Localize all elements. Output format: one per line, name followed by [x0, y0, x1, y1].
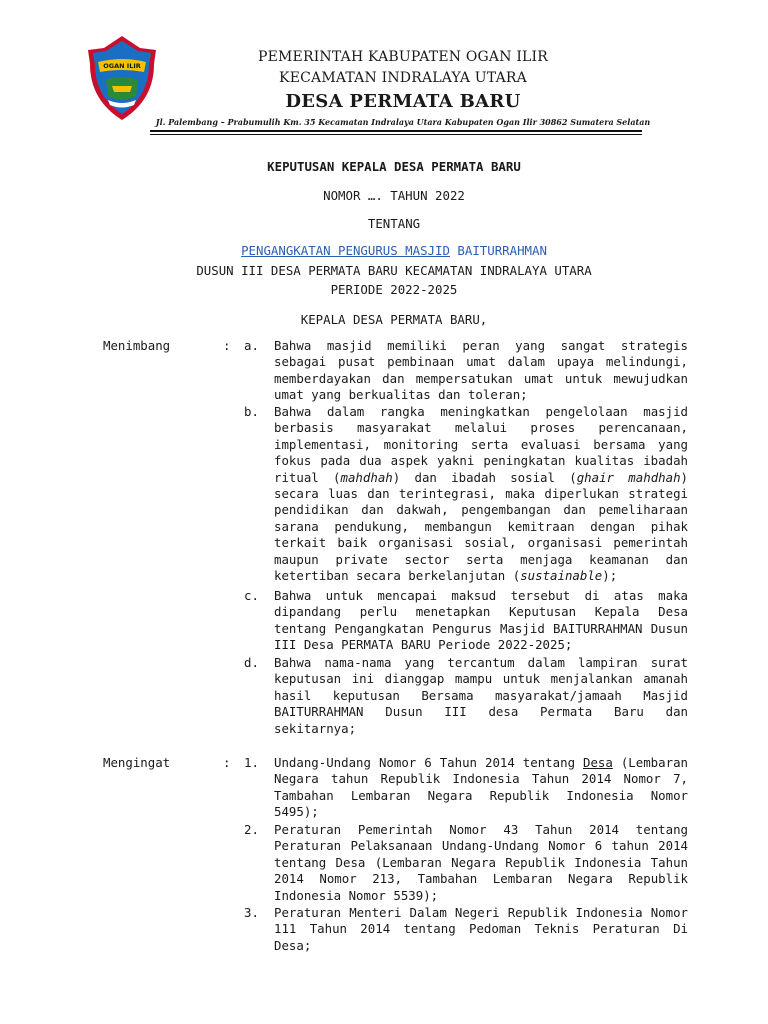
decree-authority: KEPALA DESA PERMATA BARU,	[300, 312, 488, 327]
decree-subject	[100, 243, 688, 258]
letterhead-government: PEMERINTAH KABUPATEN OGAN ILIR	[257, 49, 549, 65]
item-text: Bahwa masjid memiliki peran yang sangat strategis sebagai pusat pembinaan umat dalam upaya melindungi, memberdayakan dan mempersatukan umat untuk mewujudkan umat yang berkualitas dan toleran;	[274, 338, 688, 403]
letterhead-rule-thick	[150, 130, 642, 132]
item-text: Peraturan Pemerintah Nomor 43 Tahun 2014 tentang Peraturan Pelaksanaan Undang-Undang Nomor 6 tahun 2014 tentang Desa (Lembaran Negara Republik Indonesia Tahun 2014 Nomor 213, Tambahan Lembaran Negara Republik Indonesia Nomor 5539);	[274, 822, 688, 903]
item-marker: 2.	[244, 822, 259, 837]
mengingat-item-2	[244, 822, 688, 904]
decree-subject-link[interactable]: PENGANGKATAN PENGURUS MASJID	[241, 243, 450, 258]
item-marker: b.	[244, 404, 259, 419]
item-marker: d.	[244, 655, 259, 670]
mengingat-item-3	[244, 905, 688, 954]
mengingat-colon: :	[223, 755, 231, 770]
item-text: Peraturan Menteri Dalam Negeri Republik Indonesia Nomor 111 Tahun 2014 tentang Pedoman Teknis Peraturan Di Desa;	[274, 905, 688, 953]
decree-location: DUSUN III DESA PERMATA BARU KECAMATAN INDRALAYA UTARA	[196, 263, 592, 278]
mengingat-label: Mengingat	[103, 755, 171, 770]
ogan-ilir-emblem-icon	[86, 34, 158, 122]
menimbang-item-a	[244, 338, 688, 404]
menimbang-label: Menimbang	[103, 338, 171, 353]
letterhead-address: Jl. Palembang – Prabumulih Km. 35 Kecamatan Indralaya Utara Kabupaten Ogan Ilir 30862 Sumatera Selatan	[155, 117, 651, 127]
menimbang-colon: :	[223, 338, 231, 353]
item-text: Undang-Undang Nomor 6 Tahun 2014 tentang Desa (Lembaran Negara tahun Republik Indonesia Tahun 2014 Nomor 7, Tambahan Lembaran Negara Republik Indonesia Nomor 5495);	[274, 755, 688, 820]
decree-about: TENTANG	[367, 216, 421, 231]
menimbang-item-c	[244, 588, 688, 654]
decree-title: KEPUTUSAN KEPALA DESA PERMATA BARU	[267, 159, 521, 174]
item-text: Bahwa untuk mencapai maksud tersebut di atas maka dipandang perlu menetapkan Keputusan Kepala Desa tentang Pengangkatan Pengurus Masjid BAITURRAHMAN Dusun III Desa PERMATA BARU Periode 2022-2025;	[274, 588, 688, 653]
item-marker: a.	[244, 338, 259, 353]
letterhead-village: DESA PERMATA BARU	[285, 91, 521, 112]
item-text: Bahwa nama-nama yang tercantum dalam lampiran surat keputusan ini dianggap mampu untuk menjalankan amanah hasil keputusan Bersama masyarakat/jamaah Masjid BAITURRAHMAN Dusun III desa Permata Baru dan sekitarnya;	[274, 655, 688, 736]
menimbang-item-b	[244, 404, 688, 584]
item-marker: 1.	[244, 755, 259, 770]
item-text: Bahwa dalam rangka meningkatkan pengelolaan masjid berbasis masyarakat melalui proses perencanaan, implementasi, monitoring serta evaluasi bersama yang fokus pada dua aspek yakni peningkatan kualitas ibadah ritual (mahdhah) dan ibadah sosial (ghair mahdhah) secara luas dan terintegrasi, maka diperlukan strategi pendidikan dan dakwah, pengembangan dan pemeliharaan sarana pendukung, membangun kemitraan dengan pihak terkait baik organisasi sosial, organisasi pemerintah maupun private sector serta menjaga keamanan dan ketertiban secara berkelanjutan (sustainable);	[274, 404, 688, 584]
logo-text: OGAN ILIR	[103, 62, 141, 70]
item-marker: c.	[244, 588, 259, 603]
letterhead-district: KECAMATAN INDRALAYA UTARA	[279, 70, 527, 86]
decree-period: PERIODE 2022-2025	[330, 282, 458, 297]
menimbang-item-d	[244, 655, 688, 737]
item-marker: 3.	[244, 905, 259, 920]
mengingat-item-1	[244, 755, 688, 821]
decree-number: NOMOR …. TAHUN 2022	[323, 188, 465, 203]
letterhead-rule-thin	[150, 134, 642, 135]
decree-subject-mosque: BAITURRAHMAN	[449, 243, 547, 258]
